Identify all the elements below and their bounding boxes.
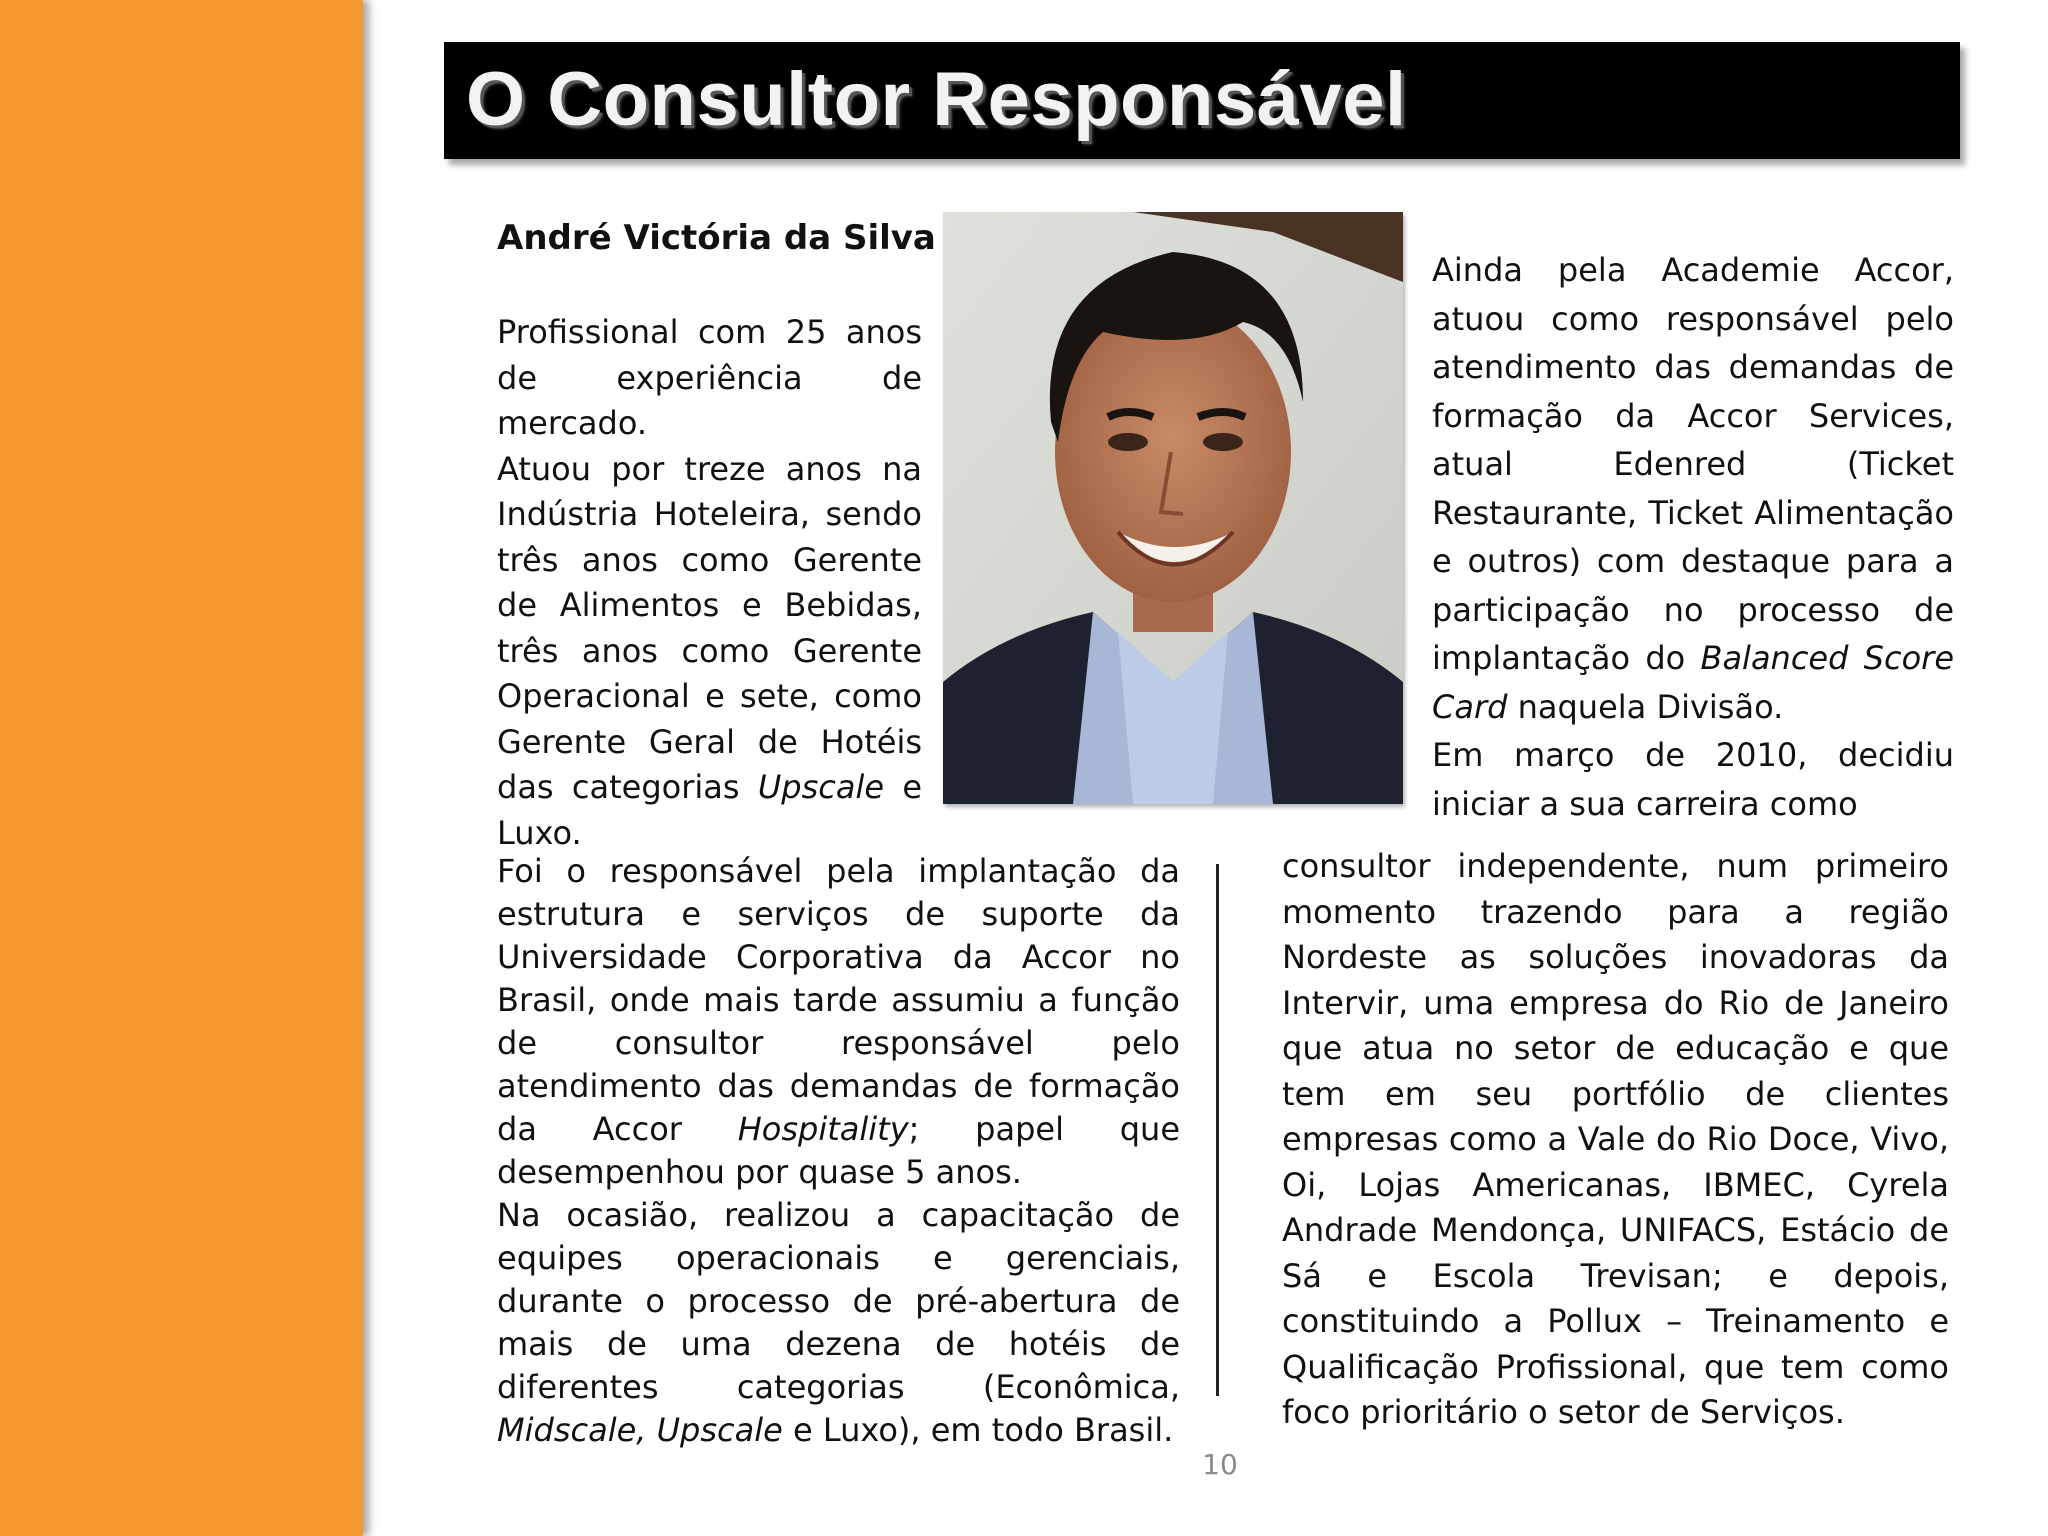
italic-term: Balanced Score Card [1432,639,1954,726]
column-divider [1216,864,1219,1396]
bio-paragraph [497,850,1180,1194]
text-span: Ainda pela Academie Accor, atuou como responsável pelo atendimento das demandas de formação da Accor Services, atual Edenred (Ticket Restaurante, Ticket Alimentação e outros) com destaque para a participação no processo de implantação do [1432,251,1954,677]
bio-paragraph [497,447,922,857]
text-span: naquela Divisão. [1507,687,1784,726]
title-bar [444,42,1960,159]
bio-paragraph [497,1194,1180,1452]
italic-term: Upscale [757,768,885,806]
consultant-name: André Victória da Silva [497,218,936,258]
slide-title: O Consultor Responsável [466,57,1407,142]
bio-right-top [1432,246,1954,828]
orange-sidebar [0,0,363,1536]
bio-left-top [497,310,922,856]
bio-paragraph: Em março de 2010, decidiu iniciar a sua carreira como [1432,736,1954,823]
text-span: Atuou por treze anos na Indústria Hoteleira, sendo três anos como Gerente de Alimentos e Bebidas, três anos como Gerente Operacional e sete, como Gerente Geral de Hotéis das categorias [497,449,922,806]
bio-paragraph: Profissional com 25 anos de experiência de mercado. [497,313,922,442]
consultant-photo [943,212,1403,804]
bio-right-bottom [1282,844,1949,1436]
page-number: 10 [1202,1448,1238,1481]
text-span: e Luxo. [497,768,923,852]
portrait-photo-icon [943,212,1403,804]
bio-left-bottom [497,850,1180,1452]
italic-term: Hospitality [737,1110,909,1148]
italic-term: Midscale, Upscale [497,1411,783,1449]
text-span: ; papel que desempenhou por quase 5 anos. [497,1110,1181,1191]
text-span: Na ocasião, realizou a capacitação de equipes operacionais e gerenciais, durante o processo de pré-abertura de mais de uma dezena de hotéis de diferentes categorias (Econômica, [497,1196,1180,1406]
bio-paragraph: consultor independente, num primeiro momento trazendo para a região Nordeste as soluções inovadoras da Intervir, uma empresa do Rio de Janeiro que atua no setor de educação e que tem em seu portfólio de clientes empresas como a Vale do Rio Doce, Vivo, Oi, Lojas Americanas, IBMEC, Cyrela Andrade Mendonça, UNIFACS, Estácio de Sá e Escola Trevisan; e depois, constituindo a Pollux – Treinamento e Qualificação Profissional, que tem como foco prioritário o setor de Serviços. [1282,847,1949,1431]
text-span: Foi o responsável pela implantação da estrutura e serviços de suporte da Universidade Corporativa da Accor no Brasil, onde mais tarde assumiu a função de consultor responsável pelo atendimento das demandas de formação da Accor [497,852,1180,1148]
bio-paragraph [1432,246,1954,731]
text-span: e Luxo), em todo Brasil. [782,1411,1174,1449]
